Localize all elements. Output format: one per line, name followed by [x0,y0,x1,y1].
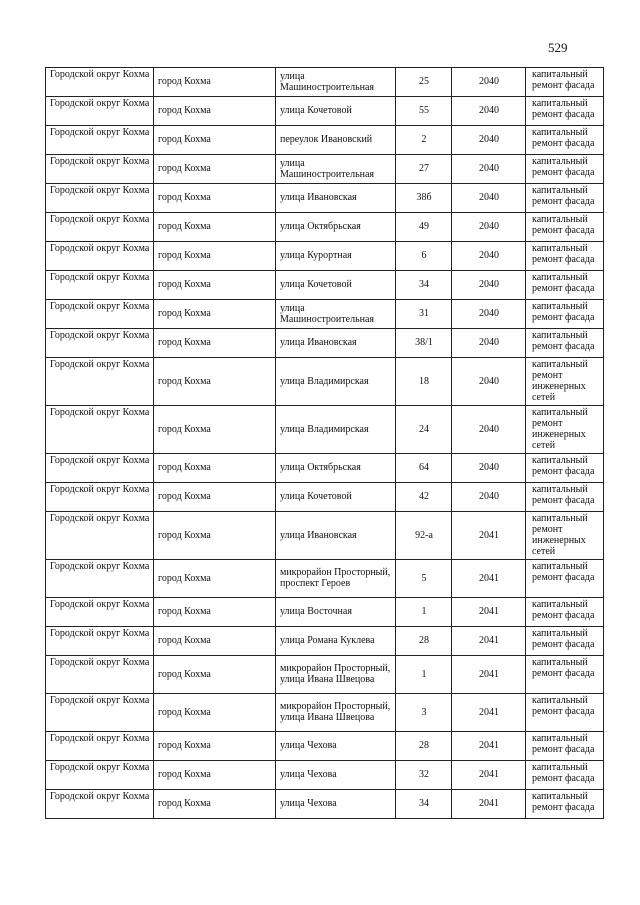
street-cell: микрорайон Просторный, улица Ивана Швецова [276,656,396,694]
year-cell: 2040 [452,184,526,213]
street-cell: улица Восточная [276,598,396,627]
settlement-cell: город Кохма [154,598,276,627]
work-type-cell: капитальный ремонт фасада [526,656,604,694]
work-type-cell: капитальный ремонт фасада [526,126,604,155]
table-row [46,656,604,694]
table-row [46,271,604,300]
settlement-cell: город Кохма [154,454,276,483]
year-cell: 2040 [452,242,526,271]
street-cell: улица Чехова [276,790,396,819]
municipality-cell: Городской округ Кохма [46,656,154,694]
house-number-cell: 28 [396,732,452,761]
table-row [46,732,604,761]
street-cell: микрорайон Просторный, улица Ивана Швецова [276,694,396,732]
settlement-cell: город Кохма [154,656,276,694]
year-cell: 2040 [452,68,526,97]
settlement-cell: город Кохма [154,126,276,155]
municipality-cell: Городской округ Кохма [46,68,154,97]
house-number-cell: 5 [396,560,452,598]
street-cell: микрорайон Просторный, проспект Героев [276,560,396,598]
table-row [46,627,604,656]
settlement-cell: город Кохма [154,358,276,406]
work-type-cell: капитальный ремонт фасада [526,300,604,329]
house-number-cell: 42 [396,483,452,512]
settlement-cell: город Кохма [154,155,276,184]
municipality-cell: Городской округ Кохма [46,213,154,242]
table-row [46,213,604,242]
year-cell: 2040 [452,454,526,483]
work-type-cell: капитальный ремонт фасада [526,598,604,627]
table-row [46,598,604,627]
year-cell: 2041 [452,732,526,761]
settlement-cell: город Кохма [154,97,276,126]
street-cell: улица Кочетовой [276,97,396,126]
year-cell: 2041 [452,656,526,694]
municipality-cell: Городской округ Кохма [46,512,154,560]
table-row [46,512,604,560]
municipality-cell: Городской округ Кохма [46,97,154,126]
street-cell: улица Октябрьская [276,454,396,483]
settlement-cell: город Кохма [154,213,276,242]
settlement-cell: город Кохма [154,560,276,598]
settlement-cell: город Кохма [154,329,276,358]
work-type-cell: капитальный ремонт фасада [526,184,604,213]
year-cell: 2040 [452,271,526,300]
year-cell: 2040 [452,97,526,126]
page-number: 529 [548,40,568,55]
year-cell: 2040 [452,126,526,155]
municipality-cell: Городской округ Кохма [46,560,154,598]
work-type-cell: капитальный ремонт фасада [526,560,604,598]
house-number-cell: 18 [396,358,452,406]
work-type-cell: капитальный ремонт фасада [526,483,604,512]
table-row [46,694,604,732]
street-cell: улица Машиностроительная [276,155,396,184]
house-number-cell: 1 [396,656,452,694]
table-row [46,761,604,790]
work-type-cell: капитальный ремонт инженерных сетей [526,512,604,560]
work-type-cell: капитальный ремонт инженерных сетей [526,406,604,454]
municipality-cell: Городской округ Кохма [46,358,154,406]
municipality-cell: Городской округ Кохма [46,300,154,329]
house-number-cell: 24 [396,406,452,454]
settlement-cell: город Кохма [154,627,276,656]
year-cell: 2041 [452,790,526,819]
municipality-cell: Городской округ Кохма [46,242,154,271]
house-number-cell: 49 [396,213,452,242]
work-type-cell: капитальный ремонт фасада [526,242,604,271]
street-cell: улица Кочетовой [276,483,396,512]
house-number-cell: 34 [396,271,452,300]
year-cell: 2040 [452,358,526,406]
settlement-cell: город Кохма [154,694,276,732]
table-row [46,97,604,126]
municipality-cell: Городской округ Кохма [46,454,154,483]
year-cell: 2040 [452,329,526,358]
work-type-cell: капитальный ремонт фасада [526,790,604,819]
municipality-cell: Городской округ Кохма [46,271,154,300]
work-type-cell: капитальный ремонт фасада [526,213,604,242]
year-cell: 2041 [452,560,526,598]
house-number-cell: 64 [396,454,452,483]
table-row [46,242,604,271]
work-type-cell: капитальный ремонт фасада [526,627,604,656]
municipality-cell: Городской округ Кохма [46,184,154,213]
table-row [46,454,604,483]
year-cell: 2040 [452,483,526,512]
house-number-cell: 92-а [396,512,452,560]
table-row [46,560,604,598]
table-row [46,790,604,819]
street-cell: улица Машиностроительная [276,300,396,329]
street-cell: улица Владимирская [276,406,396,454]
work-type-cell: капитальный ремонт фасада [526,454,604,483]
street-cell: улица Чехова [276,761,396,790]
table-row [46,329,604,358]
year-cell: 2041 [452,598,526,627]
house-number-cell: 55 [396,97,452,126]
municipality-cell: Городской округ Кохма [46,790,154,819]
settlement-cell: город Кохма [154,512,276,560]
table-row [46,184,604,213]
year-cell: 2040 [452,155,526,184]
work-type-cell: капитальный ремонт фасада [526,155,604,184]
house-number-cell: 3 [396,694,452,732]
year-cell: 2040 [452,406,526,454]
municipality-cell: Городской округ Кохма [46,627,154,656]
settlement-cell: город Кохма [154,271,276,300]
street-cell: улица Октябрьская [276,213,396,242]
municipality-cell: Городской округ Кохма [46,598,154,627]
settlement-cell: город Кохма [154,242,276,271]
house-number-cell: 38/1 [396,329,452,358]
year-cell: 2041 [452,512,526,560]
year-cell: 2041 [452,761,526,790]
settlement-cell: город Кохма [154,184,276,213]
street-cell: улица Романа Куклева [276,627,396,656]
table-row [46,126,604,155]
settlement-cell: город Кохма [154,406,276,454]
street-cell: улица Ивановская [276,512,396,560]
work-type-cell: капитальный ремонт фасада [526,761,604,790]
house-number-cell: 38б [396,184,452,213]
street-cell: переулок Ивановский [276,126,396,155]
street-cell: улица Владимирская [276,358,396,406]
house-number-cell: 6 [396,242,452,271]
work-type-cell: капитальный ремонт фасада [526,68,604,97]
year-cell: 2040 [452,213,526,242]
municipality-cell: Городской округ Кохма [46,761,154,790]
work-type-cell: капитальный ремонт инженерных сетей [526,358,604,406]
municipality-cell: Городской округ Кохма [46,329,154,358]
street-cell: улица Курортная [276,242,396,271]
municipality-cell: Городской округ Кохма [46,406,154,454]
municipality-cell: Городской округ Кохма [46,694,154,732]
repair-schedule-table [45,67,604,819]
house-number-cell: 34 [396,790,452,819]
municipality-cell: Городской округ Кохма [46,155,154,184]
house-number-cell: 25 [396,68,452,97]
street-cell: улица Чехова [276,732,396,761]
work-type-cell: капитальный ремонт фасада [526,271,604,300]
settlement-cell: город Кохма [154,300,276,329]
year-cell: 2040 [452,300,526,329]
house-number-cell: 31 [396,300,452,329]
table-row [46,68,604,97]
settlement-cell: город Кохма [154,761,276,790]
street-cell: улица Ивановская [276,329,396,358]
house-number-cell: 2 [396,126,452,155]
municipality-cell: Городской округ Кохма [46,732,154,761]
table-row [46,300,604,329]
municipality-cell: Городской округ Кохма [46,126,154,155]
street-cell: улица Кочетовой [276,271,396,300]
house-number-cell: 28 [396,627,452,656]
municipality-cell: Городской округ Кохма [46,483,154,512]
work-type-cell: капитальный ремонт фасада [526,732,604,761]
settlement-cell: город Кохма [154,790,276,819]
table-row [46,406,604,454]
work-type-cell: капитальный ремонт фасада [526,694,604,732]
street-cell: улица Машиностроительная [276,68,396,97]
house-number-cell: 32 [396,761,452,790]
year-cell: 2041 [452,627,526,656]
work-type-cell: капитальный ремонт фасада [526,97,604,126]
settlement-cell: город Кохма [154,483,276,512]
table-row [46,358,604,406]
work-type-cell: капитальный ремонт фасада [526,329,604,358]
table-row [46,483,604,512]
house-number-cell: 27 [396,155,452,184]
street-cell: улица Ивановская [276,184,396,213]
table-row [46,155,604,184]
year-cell: 2041 [452,694,526,732]
house-number-cell: 1 [396,598,452,627]
settlement-cell: город Кохма [154,68,276,97]
settlement-cell: город Кохма [154,732,276,761]
